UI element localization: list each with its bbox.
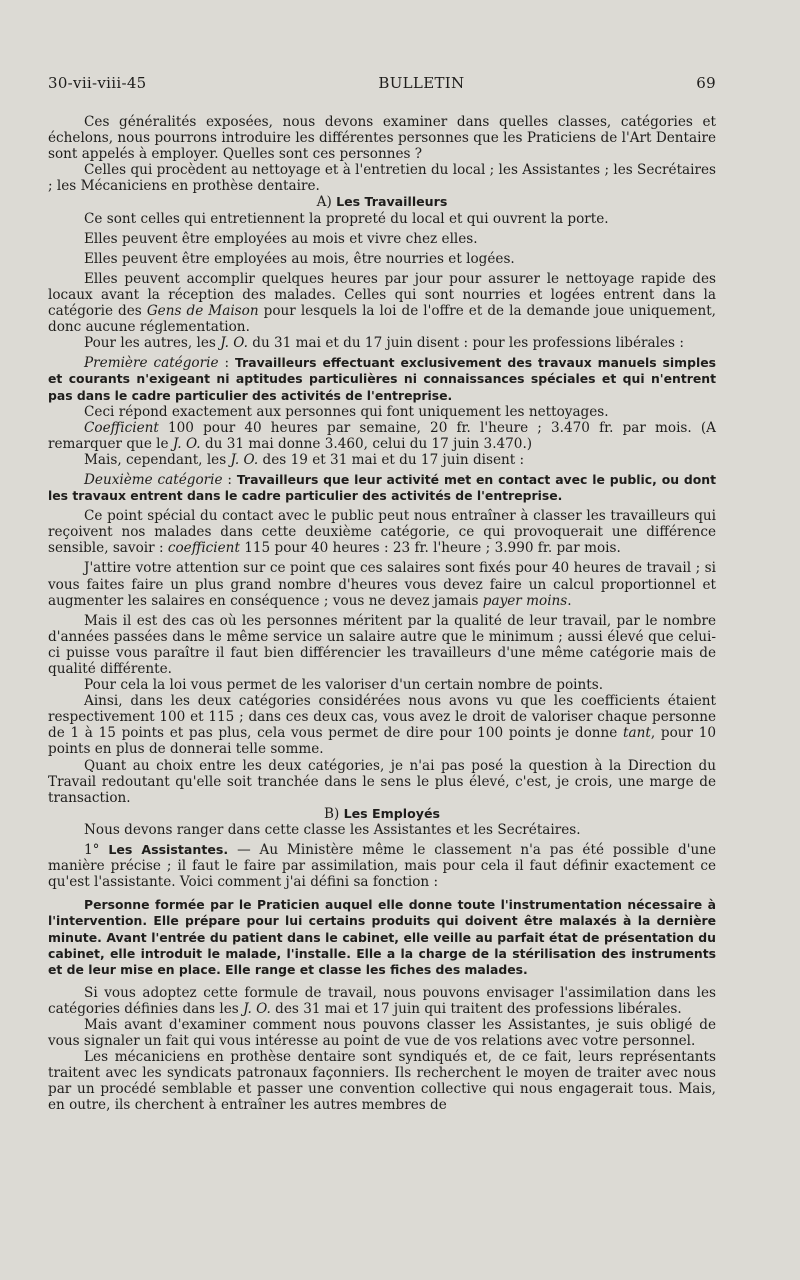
paragraph: Quant au choix entre les deux catégories, je n'ai pas posé la question à la Direction du Travail redoutant qu'elle soit tranchée dans le sens le plus élevé, c'est, je crois, une marge de transaction. — [48, 757, 716, 806]
paragraph: Mais il est des cas où les personnes méritent par la qualité de leur travail, par le nombre d'années passées dans le même service un salaire autre que le minimum ; aussi élevé que celui-ci puisse vous paraître il faut bien différencier les travailleurs d'une même catégorie mais de qualité différente. — [48, 612, 716, 677]
paragraph: Elles peuvent être employées au mois, être nourries et logées. — [84, 250, 515, 267]
page-number: 69 — [696, 74, 716, 92]
assistante-definition: Personne formée par le Praticien auquel elle donne toute l'instrumentation nécessaire à l'intervention. Elle prépare pour lui certains produits qui doivent être malaxés à la dernière minute. Avant l'entrée du patient dans le cabinet, elle veille au parfait état de présentation du cabinet, elle introduit le malade, l'installe. Elle a la charge de la stérilisation des instruments et de leur mise en place. Elle range et classe les fiches des malades. — [48, 897, 716, 977]
article-body — [48, 114, 716, 1114]
paragraph: Ce point spécial du contact avec le public peut nous entraîner à classer les travailleurs qui reçoivent nos malades dans cette deuxième catégorie, ce qui provoquerait une différence sensible, savoir : coefficient 115 pour 40 heures : 23 fr. l'heure ; 3.990 fr. par mois. — [48, 508, 716, 557]
paragraph: J'attire votre attention sur ce point que ces salaires sont fixés pour 40 heures de travail ; si vous faites faire un plus grand nombre d'heures vous devez faire un calcul proportionnel et augmenter les salaires en conséquence ; vous ne devez jamais payer moins. — [48, 560, 716, 609]
paragraph: Coefficient 100 pour 40 heures par semaine, 20 fr. l'heure ; 3.470 fr. par mois. (A remarquer que le J. O. du 31 mai donne 3.460, celui du 17 juin 3.470.) — [48, 419, 716, 452]
paragraph: Ces généralités exposées, nous devons examiner dans quelles classes, catégories et échelons, nous pourrons introduire les différentes personnes que les Praticiens de l'Art Dentaire sont appelés à employer. Quelles sont ces personnes ? — [48, 114, 716, 163]
paragraph: Mais, cependant, les J. O. des 19 et 31 mai et du 17 juin disent : — [84, 451, 525, 468]
section-heading-a: A) Les Travailleurs — [316, 194, 448, 211]
paragraph: Pour les autres, les J. O. du 31 mai et du 17 juin disent : pour les professions libérales : — [84, 335, 684, 352]
running-title: BULLETIN — [378, 74, 465, 92]
category-one-definition: Première catégorie : Travailleurs effectuant exclusivement des travaux manuels simples et courants n'exigeant ni aptitudes particulières ni connaissances spéciales et qui n'entrent pas dans le cadre particulier des activités de l'entreprise. — [48, 355, 716, 403]
paragraph: Les mécaniciens en prothèse dentaire sont syndiqués et, de ce fait, leurs représentants traitent avec les syndicats patronaux façonniers. Ils recherchent le moyen de traiter avec nous par un procédé semblable et passer une convention collective qui nous engagerait tous. Mais, en outre, ils cherchent à entraîner les autres membres de — [48, 1049, 716, 1114]
paragraph: Mais avant d'examiner comment nous pouvons classer les Assistantes, je suis obligé de vous signaler un fait qui vous intéresse au point de vue de vos relations avec votre personnel. — [48, 1016, 716, 1050]
category-two-definition: Deuxième catégorie : Travailleurs que leur activité met en contact avec le public, ou dont les travaux entrent dans le cadre particulier des activités de l'entreprise. — [48, 471, 717, 504]
paragraph: Elles peuvent être employées au mois et vivre chez elles. — [84, 230, 478, 247]
page-header — [48, 74, 716, 92]
paragraph: Ce sont celles qui entretiennent la propreté du local et qui ouvrent la porte. — [84, 210, 609, 227]
paragraph: Si vous adoptez cette formule de travail, nous pouvons envisager l'assimilation dans les catégories définies dans les J. O. des 31 mai et 17 juin qui traitent des professions libérales. — [48, 984, 716, 1017]
paragraph: Elles peuvent accomplir quelques heures par jour pour assurer le nettoyage rapide des locaux avant la réception des malades. Celles qui sont nourries et logées entrent dans la catégorie des Gens de Maison pour lesquels la loi de l'offre et de la demande joue uniquement, donc aucune réglementation. — [48, 270, 717, 336]
issue-date: 30-vii-viii-45 — [48, 74, 147, 92]
paragraph: Nous devons ranger dans cette classe les Assistantes et les Secrétaires. — [84, 821, 581, 838]
assistantes-intro: 1° Les Assistantes. — Au Ministère même le classement n'a pas été possible d'une manière précise ; il faut le faire par assimilation, mais pour cela il faut définir exactement ce qu'est l'assistante. Voici comment j'ai défini sa fonction : — [48, 842, 716, 891]
paragraph: Ainsi, dans les deux catégories considérées nous avons vu que les coefficients étaient respectivement 100 et 115 ; dans ces deux cas, vous avez le droit de valoriser chaque personne de 1 à 15 points et pas plus, cela vous permet de dire pour 100 points je donne tant, pour 10 points en plus de donnerai telle somme. — [48, 693, 716, 758]
section-heading-b: B) Les Employés — [323, 805, 441, 822]
paragraph: Pour cela la loi vous permet de les valoriser d'un certain nombre de points. — [84, 677, 604, 694]
paragraph: Celles qui procèdent au nettoyage et à l'entretien du local ; les Assistantes ; les Secrétaires ; les Mécaniciens en prothèse dentaire. — [48, 162, 716, 195]
paragraph: Ceci répond exactement aux personnes qui font uniquement les nettoyages. — [84, 403, 609, 420]
